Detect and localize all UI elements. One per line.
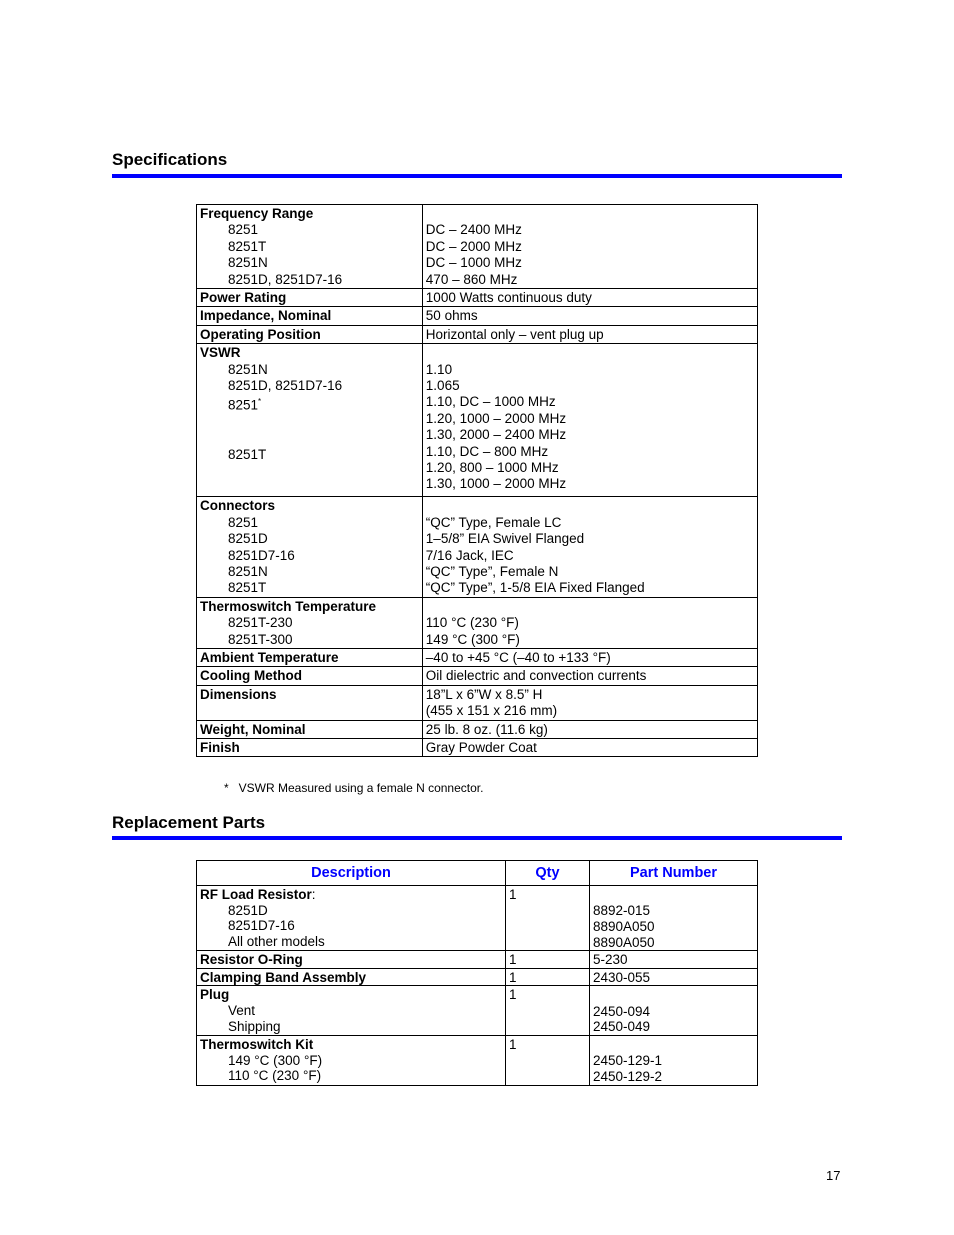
- replacement-parts-heading: Replacement Parts: [112, 813, 266, 832]
- spec-value: 110 °C (230 °F): [425, 615, 519, 631]
- spec-label: Weight, Nominal: [200, 721, 306, 737]
- table-row: [197, 307, 758, 325]
- model-label: 8251: [228, 514, 259, 530]
- table-row: [197, 951, 758, 969]
- spec-value-cell: [422, 325, 757, 343]
- part-qty-cell: [506, 951, 590, 969]
- part-description-cell: [197, 951, 506, 969]
- spec-label-cell: [197, 597, 423, 648]
- part-number: 2450-094: [593, 1003, 651, 1019]
- part-model: All other models: [228, 933, 325, 949]
- spec-label: Operating Position: [200, 326, 321, 342]
- spec-value: Gray Powder Coat: [425, 740, 537, 756]
- spec-label: Ambient Temperature: [200, 650, 339, 665]
- spec-label: Cooling Method: [200, 668, 302, 684]
- spec-label-cell: [197, 205, 423, 289]
- part-qty: 1: [509, 969, 517, 985]
- part-qty: 1: [509, 987, 517, 1003]
- spec-value: –40 to +45 °C (–40 to +133 °F): [425, 650, 611, 665]
- spec-label-cell: [197, 667, 423, 685]
- footnote-mark: *: [258, 397, 262, 407]
- model-label: 8251N: [228, 563, 268, 579]
- spec-value: 1.30, 2000 – 2400 MHz: [425, 427, 567, 443]
- part-qty: 1: [509, 952, 517, 968]
- spec-value-cell: [422, 205, 757, 289]
- spec-label: Finish: [200, 740, 240, 756]
- part-qty: 1: [509, 887, 517, 902]
- spec-value: 470 – 860 MHz: [425, 271, 518, 287]
- part-model: 8251D7-16: [228, 918, 295, 934]
- spec-value-cell: [422, 739, 757, 757]
- table-row: [197, 289, 758, 307]
- model-label: 8251T: [228, 238, 267, 254]
- model-label: 8251N: [228, 255, 268, 271]
- table-row: [197, 685, 758, 720]
- part-number: 2450-129-2: [593, 1068, 663, 1084]
- table-header-row: [197, 861, 758, 886]
- table-row: [197, 720, 758, 738]
- spec-label-cell: [197, 649, 423, 667]
- spec-value: 18”L x 6”W x 8.5” H: [425, 686, 543, 702]
- spec-value: 1.10, DC – 1000 MHz: [425, 394, 556, 410]
- part-number: 5-230: [593, 952, 628, 968]
- spec-value: Horizontal only – vent plug up: [425, 326, 604, 342]
- page-number: 17: [826, 1168, 841, 1183]
- spec-label-cell: [197, 289, 423, 307]
- table-row: [197, 968, 758, 986]
- footnote-mark: *: [224, 781, 229, 795]
- replacement-parts-table: [196, 860, 758, 1086]
- part-number-cell: [590, 951, 758, 969]
- part-label: Plug: [200, 987, 230, 1003]
- spec-value: 25 lb. 8 oz. (11.6 kg): [425, 721, 548, 737]
- spec-label: VSWR: [200, 345, 241, 361]
- spec-value-cell: [422, 649, 757, 667]
- specifications-heading: Specifications: [112, 150, 228, 169]
- spec-value: “QC” Type”, Female N: [425, 563, 559, 579]
- spec-label-cell: [197, 720, 423, 738]
- spec-value: (455 x 151 x 216 mm): [425, 703, 558, 719]
- spec-value: DC – 2000 MHz: [425, 238, 522, 254]
- model-label: 8251T: [228, 447, 267, 463]
- model-label: [200, 394, 419, 414]
- column-header-description: Description: [197, 861, 506, 886]
- spec-value-cell: [422, 289, 757, 307]
- spec-value: 149 °C (300 °F): [425, 631, 520, 647]
- spec-value: DC – 1000 MHz: [425, 255, 522, 271]
- part-label: Resistor O-Ring: [200, 952, 303, 968]
- spec-value-cell: [422, 667, 757, 685]
- table-row: [197, 986, 758, 1036]
- spec-value: DC – 2400 MHz: [425, 222, 522, 238]
- spec-value: 50 ohms: [425, 308, 478, 324]
- spec-label: Dimensions: [200, 686, 277, 702]
- table-row: [197, 497, 758, 597]
- spec-value: 1.30, 1000 – 2000 MHz: [425, 476, 567, 492]
- part-model: 149 °C (300 °F): [228, 1052, 323, 1068]
- part-description-cell: [197, 886, 506, 951]
- spec-value-cell: [422, 720, 757, 738]
- spec-label-cell: [197, 307, 423, 325]
- spec-value: “QC” Type, Female LC: [425, 514, 562, 530]
- part-qty-cell: [506, 986, 590, 1036]
- column-header-part-number: Part Number: [590, 861, 758, 886]
- footnote: [224, 781, 483, 795]
- part-number-cell: [590, 1035, 758, 1085]
- spec-label-cell: [197, 344, 423, 497]
- spec-value: 1.10, DC – 800 MHz: [425, 443, 549, 459]
- spec-label-cell: [197, 497, 423, 597]
- spec-value: 7/16 Jack, IEC: [425, 547, 514, 563]
- part-number-cell: [590, 886, 758, 951]
- table-row: [197, 1035, 758, 1085]
- spec-value-cell: [422, 497, 757, 597]
- part-description-cell: [197, 986, 506, 1036]
- part-label-line: [200, 887, 502, 903]
- table-row: [197, 739, 758, 757]
- part-number: 8890A050: [593, 918, 655, 934]
- spec-value: 1000 Watts continuous duty: [425, 290, 592, 306]
- part-number: 2450-129-1: [593, 1053, 663, 1069]
- table-row: [197, 597, 758, 648]
- heading-rule: [112, 174, 842, 178]
- part-qty: 1: [509, 1036, 517, 1052]
- part-qty-cell: [506, 886, 590, 951]
- heading-rule: [112, 836, 842, 840]
- table-row: [197, 205, 758, 289]
- model-label: 8251D, 8251D7-16: [228, 378, 343, 394]
- part-number: 8892-015: [593, 903, 651, 919]
- part-label: Clamping Band Assembly: [200, 969, 367, 985]
- table-row: [197, 325, 758, 343]
- column-header-qty: Qty: [506, 861, 590, 886]
- part-number: 2450-049: [593, 1019, 651, 1035]
- part-number-cell: [590, 968, 758, 986]
- part-model: 8251D: [228, 902, 268, 918]
- spec-value: “QC” Type”, 1-5/8 EIA Fixed Flanged: [425, 580, 645, 596]
- model-label: 8251D: [228, 531, 268, 547]
- spec-label: Thermoswitch Temperature: [200, 598, 377, 614]
- part-number: 8890A050: [593, 934, 655, 950]
- model-label: 8251T: [228, 580, 267, 596]
- part-label-suffix: :: [311, 887, 316, 902]
- part-number: 2430-055: [593, 969, 651, 985]
- part-description-cell: [197, 968, 506, 986]
- spec-value: 1.10: [425, 361, 453, 377]
- part-label: Thermoswitch Kit: [200, 1036, 314, 1052]
- spec-value-cell: [422, 597, 757, 648]
- spec-value: 1.20, 1000 – 2000 MHz: [425, 410, 567, 426]
- spec-label: Impedance, Nominal: [200, 308, 332, 324]
- spec-label-cell: [197, 685, 423, 720]
- spec-value-cell: [422, 685, 757, 720]
- part-model: Shipping: [228, 1018, 281, 1034]
- model-label: 8251T-300: [228, 631, 293, 647]
- part-qty-cell: [506, 1035, 590, 1085]
- spec-label: Frequency Range: [200, 206, 314, 221]
- table-row: [197, 667, 758, 685]
- part-label: RF Load Resistor: [200, 887, 312, 902]
- spec-value: 1.20, 800 – 1000 MHz: [425, 460, 559, 476]
- footnote-text: VSWR Measured using a female N connector.: [238, 781, 484, 795]
- table-row: [197, 886, 758, 951]
- spec-value-cell: [422, 307, 757, 325]
- part-model: Vent: [228, 1002, 256, 1018]
- part-qty-cell: [506, 968, 590, 986]
- spec-label-cell: [197, 325, 423, 343]
- spec-label: Connectors: [200, 498, 276, 514]
- model-label: 8251N: [228, 361, 268, 377]
- spec-value: Oil dielectric and convection currents: [425, 668, 647, 684]
- part-description-cell: [197, 1035, 506, 1085]
- spec-label-cell: [197, 739, 423, 757]
- spec-label: Power Rating: [200, 290, 287, 306]
- table-row: [197, 344, 758, 497]
- specifications-table: [196, 204, 758, 757]
- spec-value: 1.065: [425, 378, 460, 394]
- part-number-cell: [590, 986, 758, 1036]
- spec-value: 1–5/8” EIA Swivel Flanged: [425, 531, 585, 547]
- table-row: [197, 649, 758, 667]
- model-label: 8251D7-16: [228, 547, 295, 563]
- spec-value-cell: [422, 344, 757, 497]
- part-model: 110 °C (230 °F): [228, 1068, 322, 1084]
- model-label: 8251T-230: [228, 615, 293, 631]
- model-label: 8251: [228, 222, 259, 238]
- model-label: 8251D, 8251D7-16: [228, 271, 343, 287]
- model-label-text: 8251: [228, 397, 259, 413]
